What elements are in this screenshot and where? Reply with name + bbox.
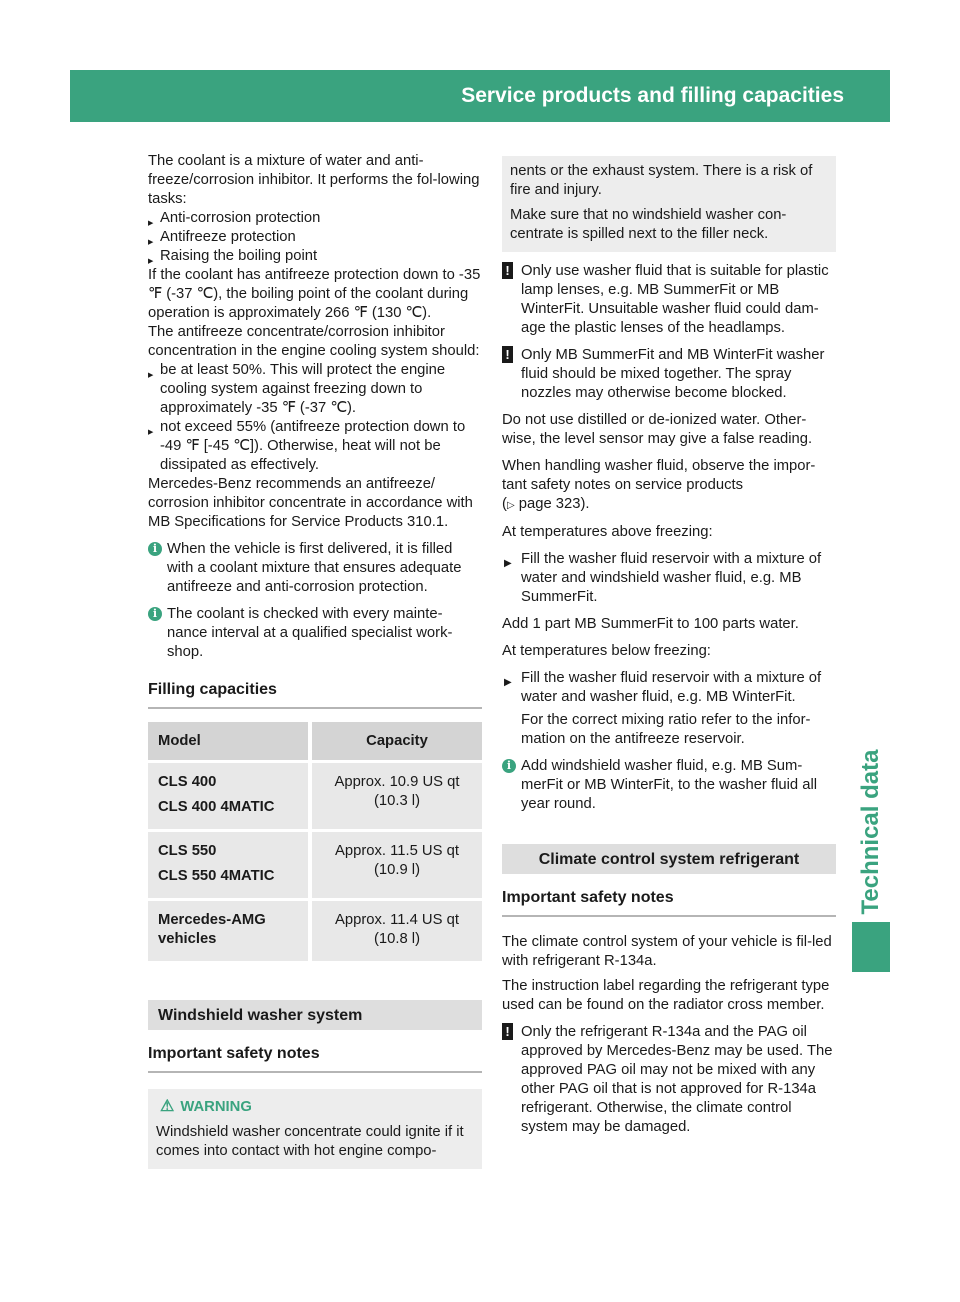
page-header [70, 70, 949, 122]
warning-continued-text: Make sure that no windshield washer con-centrate is spilled next to the filler neck. [510, 207, 787, 242]
warning-box-continued [502, 156, 836, 252]
model-cell: Mercedes-AMG vehicles [148, 901, 308, 961]
info-note-text: The coolant is checked with every mainte-nance interval at a qualified specialist work-shop. [167, 606, 453, 660]
table-row [148, 832, 482, 898]
caution-text: Only the refrigerant R-134a and the PAG oil approved by Mercedes-Benz may be used. The approved PAG oil may not be mixed with any other PAG oil that is not approved for R-134a refrigerant. Otherwise, the climate control system may be damaged. [521, 1024, 833, 1135]
caution-text: Only MB SummerFit and MB WinterFit washer fluid should be mixed together. The spray nozzles may otherwise become blocked. [521, 347, 825, 401]
climate-paragraph: The climate control system of your vehicle is fil-led with refrigerant R-134a. [502, 934, 832, 969]
list-item: ▶ Raising the boiling point [148, 247, 482, 266]
label-location-paragraph: The instruction label regarding the refrigerant type used can be found on the radiator cross member. [502, 978, 830, 1013]
list-item: ▶ Antifreeze protection [148, 228, 482, 247]
page-ref-arrow-icon: ▷ [506, 500, 515, 511]
caution-note [502, 346, 836, 403]
table-row [148, 901, 482, 961]
right-column [502, 156, 836, 1145]
recommend-paragraph: Mercedes-Benz recommends an antifreeze/ corrosion inhibitor concentrate in accordance with MB Specifications for Service Products 310.1. [148, 476, 473, 530]
model-cell: CLS 400 CLS 400 4MATIC [148, 763, 308, 829]
col-capacity-header: Capacity [312, 722, 482, 760]
caution-note [502, 262, 836, 338]
side-tab [852, 749, 890, 915]
info-icon: i [148, 607, 162, 621]
step-text: Fill the washer fluid reservoir with a mixture of water and windshield washer fluid, e.g. MB SummerFit. [521, 551, 822, 605]
left-column [148, 152, 482, 1169]
warning-triangle-icon: ⚠ [160, 1098, 175, 1115]
washer-system-band: Windshield washer system [148, 1000, 482, 1030]
warning-continued-text: nents or the exhaust system. There is a risk of fire and injury. [510, 163, 813, 198]
info-note [148, 605, 482, 662]
handling-paragraph: When handling washer fluid, observe the impor-tant safety notes on service products (▷ page 323). [502, 458, 816, 512]
info-note-text: When the vehicle is first delivered, it is filled with a coolant mixture that ensures adequate antifreeze and anti-corrosion protection. [167, 541, 462, 595]
table-row [148, 763, 482, 829]
step-text: Fill the washer fluid reservoir with a mixture of water and washer fluid, e.g. MB WinterFit. [521, 670, 822, 705]
warning-title: ⚠ WARNING [160, 1098, 252, 1115]
caution-icon: ! [502, 1023, 513, 1040]
list-item: ▶ Anti-corrosion protection [148, 209, 482, 228]
info-note-text: Add windshield washer fluid, e.g. MB Sum-merFit or MB WinterFit, to the washer fluid all year round. [521, 758, 818, 812]
step-arrow-icon: ▶ [504, 558, 512, 569]
model-cell: CLS 550 CLS 550 4MATIC [148, 832, 308, 898]
caution-icon: ! [502, 262, 513, 279]
caution-icon: ! [502, 346, 513, 363]
above-freezing-label: At temperatures above freezing: [502, 524, 713, 540]
climate-safety-heading: Important safety notes [502, 888, 836, 917]
info-icon: i [148, 542, 162, 556]
info-note [148, 540, 482, 597]
washer-safety-heading: Important safety notes [148, 1044, 482, 1073]
capacity-cell: Approx. 11.4 US qt (10.8 l) [312, 901, 482, 961]
info-note [502, 757, 836, 814]
list-item: ▶ be at least 50%. This will protect the engine cooling system against freezing down to approximately -35 ℉ (-37 ℃). [148, 361, 482, 418]
table-header-row [148, 722, 482, 760]
coolant-intro: The coolant is a mixture of water and anti-freeze/corrosion inhibitor. It performs the fol-lowing tasks: [148, 153, 480, 207]
concentration-list [148, 361, 482, 475]
list-item: ▶ not exceed 55% (antifreeze protection down to -49 ℉ [-45 ℃]). Otherwise, heat will not be dissipated as effectively. [148, 418, 482, 475]
antifreeze-paragraph: If the coolant has antifreeze protection down to -35 ℉ (-37 ℃), the boiling point of the coolant during operation is approximately 266 ℉ (130 ℃). [148, 267, 481, 321]
page-reference-link[interactable]: page 323). [518, 496, 590, 512]
filling-capacities-table [148, 719, 482, 964]
filling-capacities-heading: Filling capacities [148, 680, 482, 709]
step-arrow-icon: ▶ [504, 677, 512, 688]
mixing-paragraph: Add 1 part MB SummerFit to 100 parts water. [502, 616, 799, 632]
distilled-water-paragraph: Do not use distilled or de-ionized water. Other-wise, the level sensor may give a false reading. [502, 412, 813, 447]
instruction-step [502, 550, 836, 607]
instruction-step [502, 669, 836, 707]
side-tab-label: Technical data [857, 749, 884, 915]
capacity-cell: Approx. 10.9 US qt (10.3 l) [312, 763, 482, 829]
capacity-cell: Approx. 11.5 US qt (10.9 l) [312, 832, 482, 898]
col-model-header: Model [148, 722, 308, 760]
page-number: 327 [913, 84, 949, 107]
concentration-paragraph: The antifreeze concentrate/corrosion inhibitor concentration in the engine cooling system should: [148, 324, 480, 359]
caution-note [502, 1023, 836, 1137]
header-title: Service products and filling capacities [461, 84, 844, 107]
caution-text: Only use washer fluid that is suitable for plastic lamp lenses, e.g. MB SummerFit or MB WinterFit. Unsuitable washer fluid could dam-age the plastic lenses of the headlamps. [521, 263, 829, 336]
warning-text: Windshield washer concentrate could ignite if it comes into contact with hot engine compo- [156, 1124, 464, 1159]
step-note: For the correct mixing ratio refer to the infor-mation on the antifreeze reservoir. [521, 712, 811, 747]
coolant-tasks-list [148, 209, 482, 266]
below-freezing-label: At temperatures below freezing: [502, 643, 711, 659]
info-icon: i [502, 759, 516, 773]
warning-box [148, 1089, 482, 1169]
side-tab-marker [852, 922, 890, 972]
climate-refrigerant-band: Climate control system refrigerant [502, 844, 836, 874]
